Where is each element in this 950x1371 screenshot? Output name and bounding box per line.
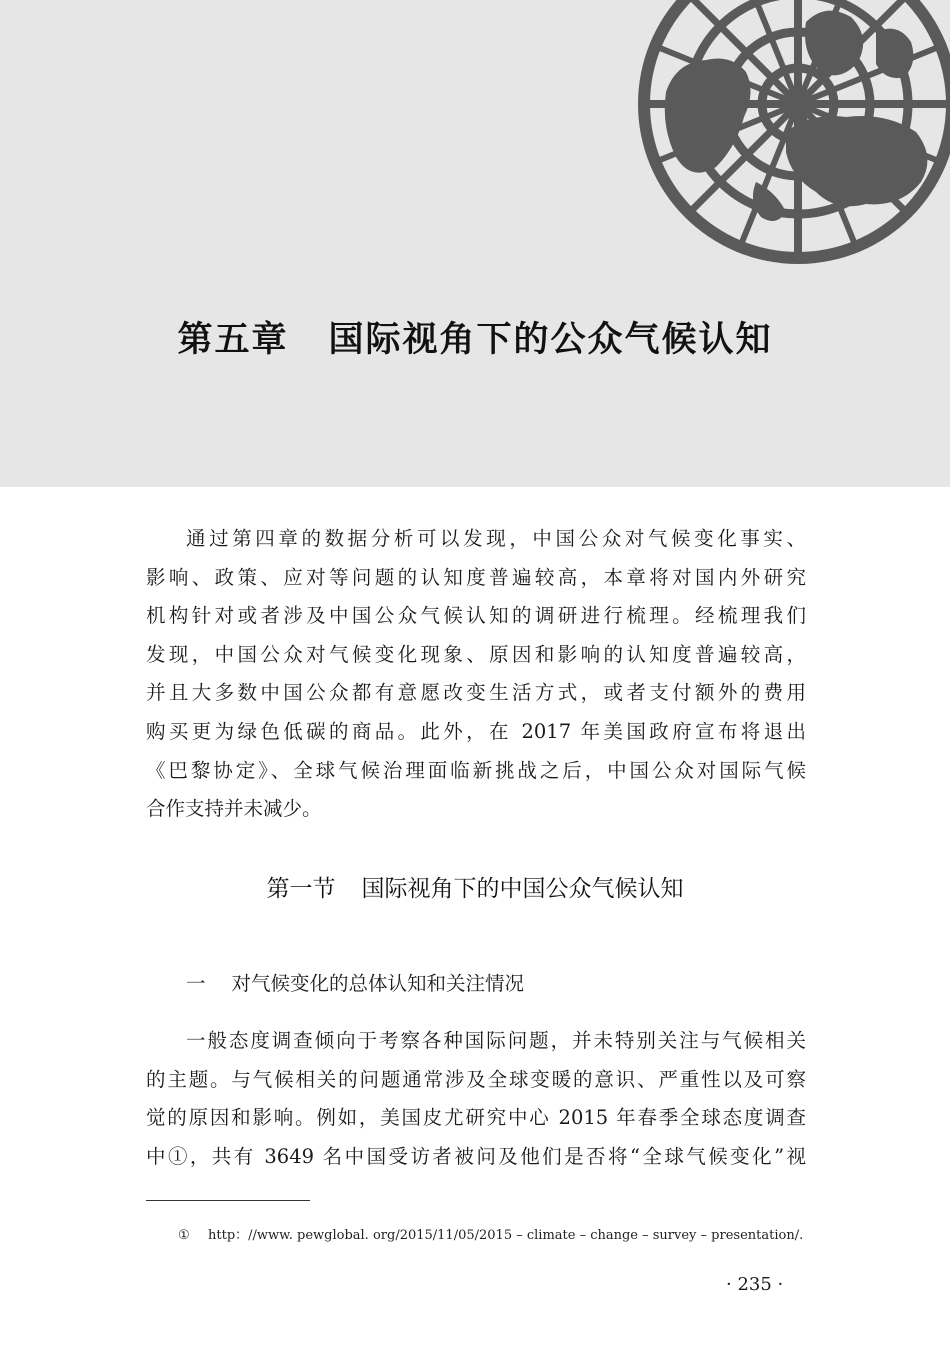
intro-line: 影响、政策、应对等问题的认知度普遍较高，本章将对国内外研究 bbox=[146, 565, 806, 589]
section-heading bbox=[0, 870, 950, 903]
globe-emblem-icon bbox=[636, 0, 950, 266]
body-line: 的主题。与气候相关的问题通常涉及全球变暖的意识、严重性以及可察 bbox=[146, 1067, 806, 1091]
intro-line: 购买更为绿色低碳的商品。此外，在 2017 年美国政府宣布将退出 bbox=[146, 719, 806, 743]
body-line: 中①，共有 3649 名中国受访者被问及他们是否将“全球气候变化”视 bbox=[146, 1144, 806, 1168]
intro-line: 发现，中国公众对气候变化现象、原因和影响的认知度普遍较高， bbox=[146, 642, 806, 666]
subsection-name: 对气候变化的总体认知和关注情况 bbox=[231, 972, 525, 995]
section-name: 国际视角下的中国公众气候认知 bbox=[361, 876, 684, 902]
chapter-header-band bbox=[0, 0, 950, 487]
body-line: 一般态度调查倾向于考察各种国际问题，并未特别关注与气候相关 bbox=[186, 1029, 806, 1052]
footnote-divider bbox=[146, 1200, 310, 1201]
intro-line: 《巴黎协定》、全球气候治理面临新挑战之后，中国公众对国际气候 bbox=[146, 758, 806, 782]
chapter-title bbox=[0, 312, 950, 362]
intro-line: 并且大多数中国公众都有意愿改变生活方式，或者支付额外的费用 bbox=[146, 681, 806, 705]
intro-line: 通过第四章的数据分析可以发现，中国公众对气候变化事实、 bbox=[186, 527, 806, 550]
page-number: · 235 · bbox=[726, 1274, 784, 1295]
subsection-heading bbox=[186, 968, 524, 996]
footnote-marker: ① bbox=[178, 1228, 190, 1243]
footnote bbox=[178, 1224, 803, 1243]
body-paragraph bbox=[146, 1022, 806, 1176]
intro-paragraph bbox=[146, 520, 806, 829]
intro-line: 机构针对或者涉及中国公众气候认知的调研进行梳理。经梳理我们 bbox=[146, 604, 806, 628]
intro-line: 合作支持并未减少。 bbox=[146, 797, 322, 821]
section-number: 第一节 bbox=[266, 876, 336, 902]
footnote-text: http：//www. pewglobal. org/2015/11/05/2015 – climate – change – survey – presentation/. bbox=[208, 1228, 804, 1243]
subsection-number: 一 bbox=[186, 972, 206, 995]
body-line: 觉的原因和影响。例如，美国皮尤研究中心 2015 年春季全球态度调查 bbox=[146, 1106, 806, 1130]
chapter-number: 第五章 bbox=[177, 319, 289, 360]
chapter-name: 国际视角下的公众气候认知 bbox=[328, 319, 773, 360]
